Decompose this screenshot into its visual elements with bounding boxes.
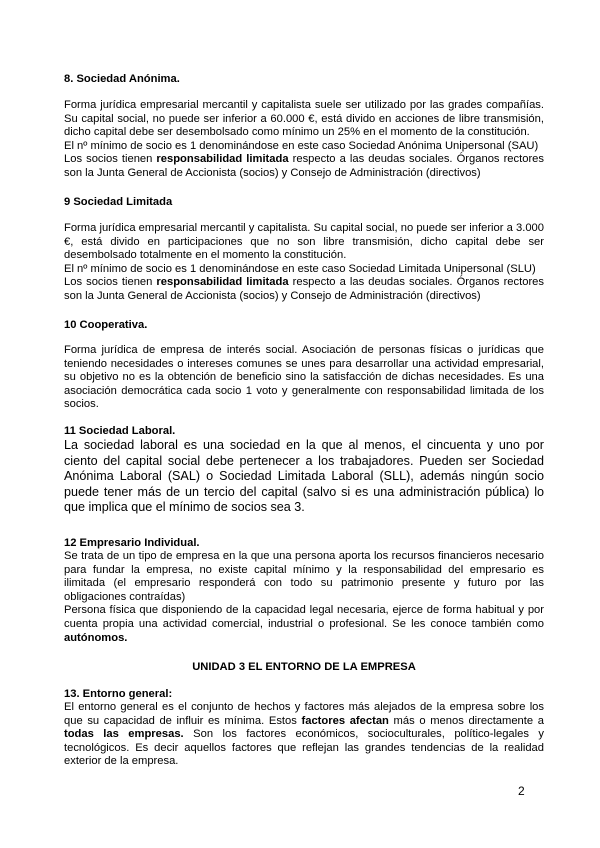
paragraph: El nº mínimo de socio es 1 denominándose en este caso Sociedad Anónima Unipersonal (SAU) [64,139,539,152]
unit-title: UNIDAD 3 EL ENTORNO DE LA EMPRESA [192,661,416,673]
page-number: 2 [518,784,525,798]
section-entorno-general [64,687,544,769]
paragraph: El nº mínimo de socio es 1 denominándose en este caso Sociedad Limitada Unipersonal (SLU) [64,262,536,275]
paragraph: El entorno general es el conjunto de hechos y factores más alejados de la empresa sobre los que su capacidad de influir es mínima. Estos factores afectan más o menos directamente a todas las empresas. Son los factores económicos, socioculturales, político-legales y tecnológicos. Es decir aquellos factores que reflejan las grandes tendencias de la realidad exterior de la empresa. [64,701,545,768]
paragraph: Forma jurídica empresarial mercantil y capitalista suele ser utilizado por las grades compañías. Su capital social, no puede ser inferior a 60.000 €, está divido en acciones de libre transmisión, dicho capital debe ser desembolsado como mínimo un 25% en el momento de la constitución. [64,99,544,139]
section-cooperativa [64,318,544,412]
paragraph: Forma jurídica empresarial mercantil y capitalista. Su capital social, no puede ser inferior a 3.000 €, está divido en participaciones que no son libre transmisión, dicho capital debe ser desembolsado totalmente en el momento la constitución. [64,222,544,262]
section-empresario-individual [64,536,544,645]
section-sociedad-anonima [64,72,544,181]
section-heading: 12 Empresario Individual. [64,537,200,549]
paragraph: Forma jurídica de empresa de interés social. Asociación de personas físicas o jurídicas que teniendo necesidades o intereses comunes se unes para desarrollar una actividad empresarial, su objetivo no es la obtención de beneficio sino la satisfacción de dichas necesidades. Es una asociación democrática cada socio 1 voto y generalmente con responsabilidad limitada de los socios. [64,344,544,411]
section-heading: 8. Sociedad Anónima. [64,73,180,85]
paragraph: Persona física que disponiendo de la capacidad legal necesaria, ejerce de forma habitual y por cuenta propia una actividad comercial, industrial o profesional. Se les conoce también como autónomos. [64,604,544,644]
section-heading: 9 Sociedad Limitada [64,196,173,208]
paragraph: La sociedad laboral es una sociedad en la que al menos, el cincuenta y uno por ciento del capital social debe pertenecer a los trabajadores. Pueden ser Sociedad Anónima Laboral (SAL) o Sociedad Limitada Laboral (SLL), además ningún socio puede tener más de un tercio del capital (salvo si es una administración pública) lo que implica que el mínimo de socios sea 3. [64,438,544,515]
unit-heading [64,660,544,674]
section-sociedad-limitada [64,195,544,304]
section-sociedad-laboral [64,424,544,516]
section-heading: 13. Entorno general: [64,688,173,700]
section-heading: 10 Cooperativa. [64,319,148,331]
section-heading: 11 Sociedad Laboral. [64,425,176,437]
paragraph: Se trata de un tipo de empresa en la que una persona aporta los recursos financieros necesario para fundar la empresa, no existe capital mínimo y la responsabilidad del empresario es ilimitada (el empresario responderá con todo su patrimonio presente y futuro por las obligaciones contraídas) [64,550,544,603]
paragraph: Los socios tienen responsabilidad limitada respecto a las deudas sociales. Órganos rectores son la Junta General de Accionista (socios) y Consejo de Administración (directivos) [64,276,544,302]
paragraph: Los socios tienen responsabilidad limitada respecto a las deudas sociales. Órganos rectores son la Junta General de Accionista (socios) y Consejo de Administración (directivos) [64,153,544,179]
